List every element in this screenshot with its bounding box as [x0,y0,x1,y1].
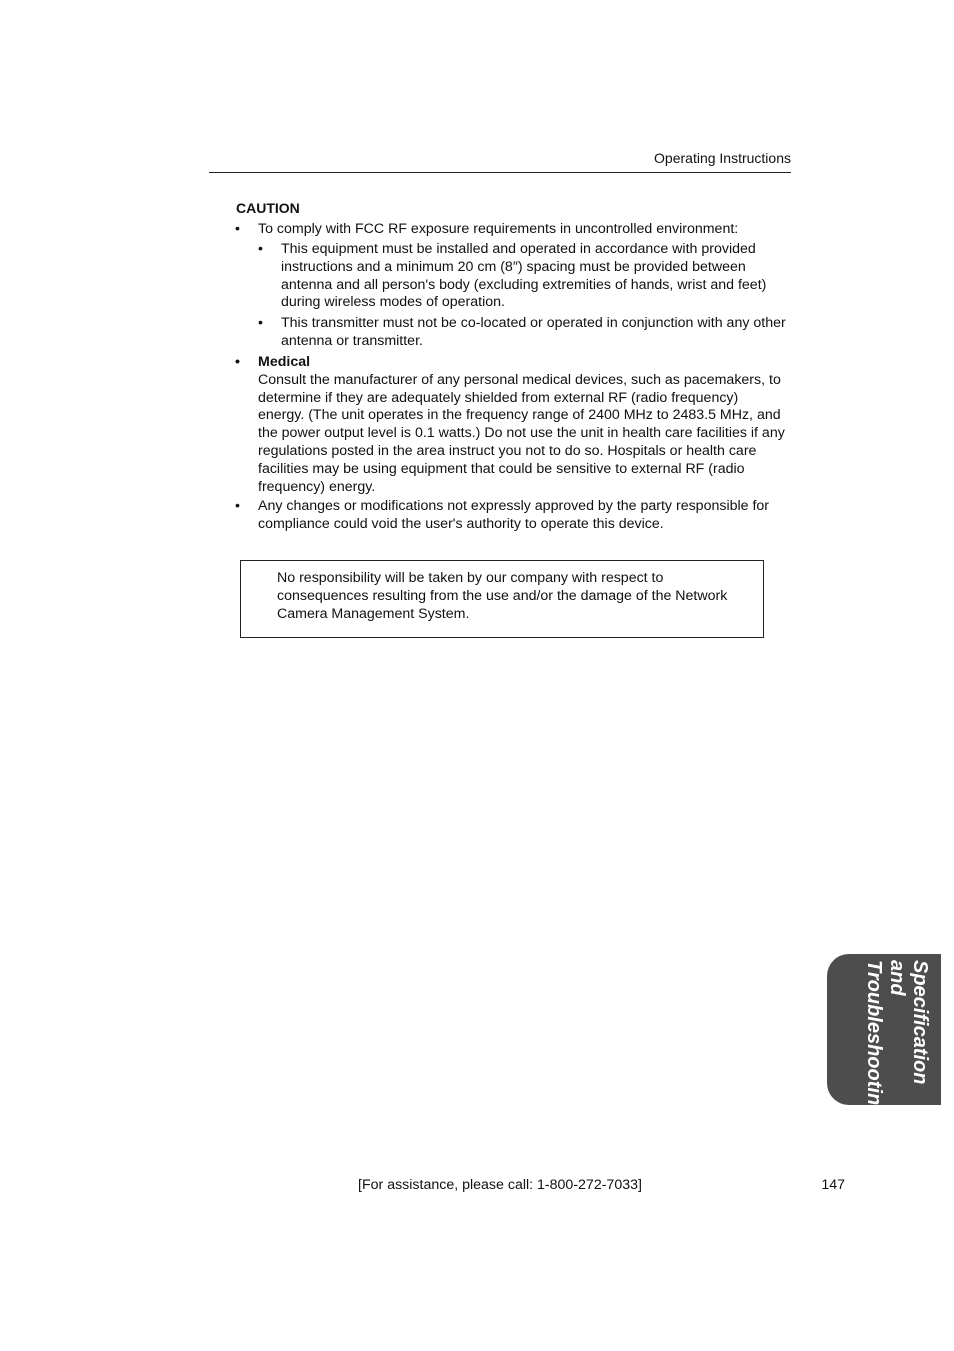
text-line: Consult the manufacturer of any personal medical devices, such as pacemakers, to [258,371,781,388]
page-number: 147 [821,1177,845,1193]
text-line: the power output level is 0.1 watts.) Do not use the unit in health care facilities if any [258,425,785,442]
text-line: This transmitter must not be co-located or operated in conjunction with any other [281,315,786,331]
text-line: Camera Management System. [277,605,470,622]
text-line: determine if they are adequately shielded from external RF (radio frequency) [258,389,739,406]
text-line: consequences resulting from the use and/or the damage of the Network [277,587,728,604]
header-title: Operating Instructions [654,150,791,166]
caution-title: CAUTION [236,200,300,216]
section-side-tab [827,954,941,1118]
side-tab-line: Specification and [886,960,931,1085]
disclaimer-box [240,560,764,638]
sub-item-installation [281,241,791,312]
bullet-marker: • [235,354,240,370]
text-line: antenna or transmitter. [281,332,423,349]
caution-item-modifications [258,498,788,534]
bullet-marker: • [235,221,240,237]
side-tab-line: Troubleshooting [863,960,885,1118]
sub-item-colocation [281,315,791,351]
caution-item-fcc: To comply with FCC RF exposure requirements in uncontrolled environment: [258,221,739,237]
sub-bullet-marker: • [258,315,263,331]
text-line: instructions and a minimum 20 cm (8″) spacing must be provided between [281,258,746,275]
text-line: frequency) energy. [258,478,376,495]
text-line: facilities may be using equipment that could be sensitive to external RF (radio [258,460,745,477]
side-tab-label [827,954,941,1118]
medical-heading: Medical [258,354,311,370]
text-line: regulations posted in the area instruct you not to do so. Hospitals or health care [258,442,757,459]
text-line: This equipment must be installed and operated in accordance with provided [281,241,756,257]
caution-item-medical [258,354,788,496]
header-rule [209,172,791,173]
footer-assistance: [For assistance, please call: 1-800-272-7033] [358,1177,642,1193]
text-line: during wireless modes of operation. [281,294,505,311]
sub-bullet-marker: • [258,241,263,257]
disclaimer-text [277,570,747,623]
text-line: antenna and all person's body (excluding extremities of hands, wrist and feet) [281,276,767,293]
text-line: energy. (The unit operates in the frequency range of 2400 MHz to 2483.5 MHz, and [258,407,781,424]
text-line: compliance could void the user's authority to operate this device. [258,515,664,532]
text-line: No responsibility will be taken by our company with respect to [277,570,664,586]
text-line: Any changes or modifications not expressly approved by the party responsible for [258,498,770,514]
bullet-marker: • [235,498,240,514]
